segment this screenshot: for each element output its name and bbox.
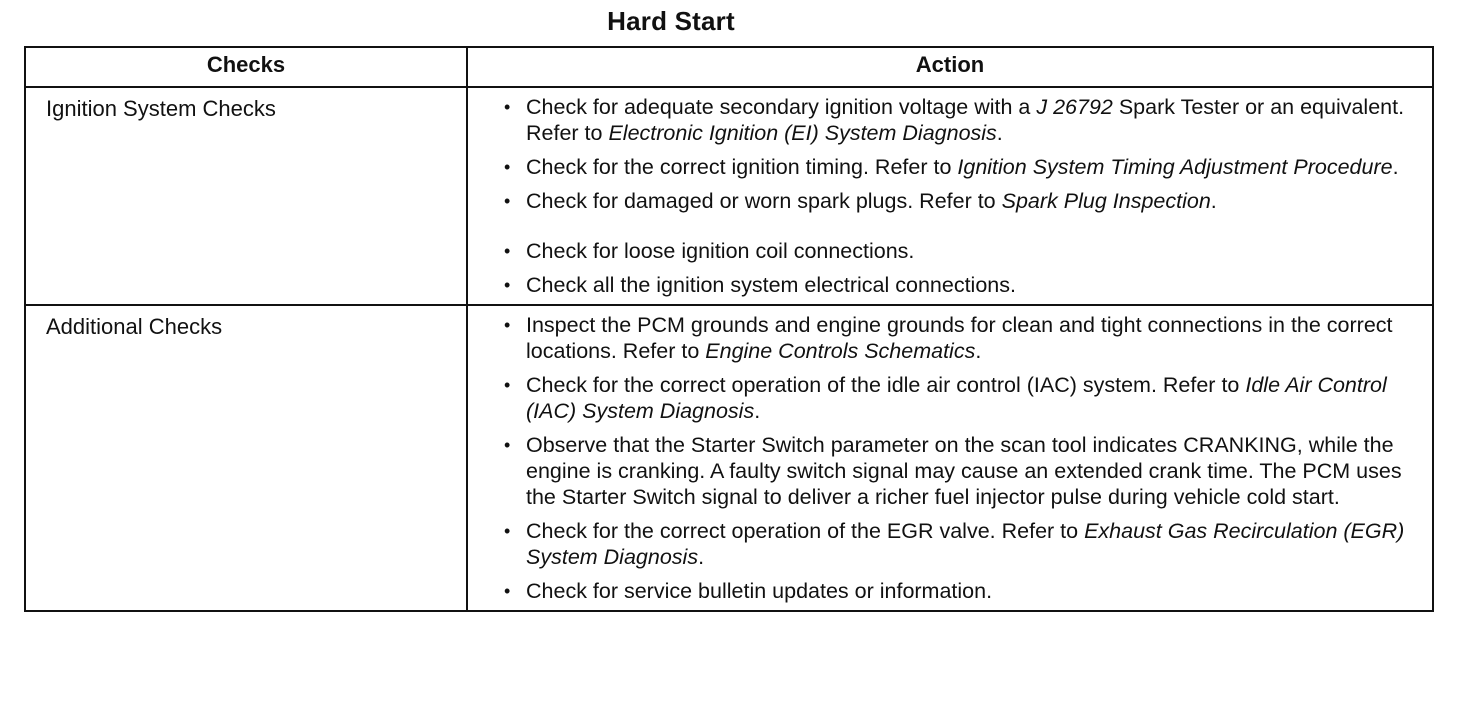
- list-item: • Check all the ignition system electrical connections.: [504, 273, 1016, 297]
- list-item: • Check for the correct operation of the idle air control (IAC) system. Refer to Idle Air Control (IAC) System Diagnosis.: [504, 373, 1387, 423]
- list-item: • Observe that the Starter Switch parameter on the scan tool indicates CRANKING, while the engine is cranking. A faulty switch signal may cause an extended crank time. The PCM uses the Starter Switch signal to deliver a richer fuel injector pulse during vehicle cold start.: [504, 433, 1402, 509]
- list-item: • Check for the correct operation of the EGR valve. Refer to Exhaust Gas Recirculation (EGR) System Diagnosis.: [504, 519, 1405, 569]
- action-list: [502, 312, 1418, 604]
- hard-start-table: [24, 46, 1434, 612]
- list-item: • Check for the correct ignition timing. Refer to Ignition System Timing Adjustment Procedure.: [504, 155, 1399, 179]
- bullet-icon: •: [504, 275, 511, 295]
- header-row: [25, 47, 1433, 87]
- list-item: • Check for adequate secondary ignition voltage with a J 26792 Spark Tester or an equivalent. Refer to Electronic Ignition (EI) System Diagnosis.: [504, 95, 1405, 145]
- list-item: • Check for damaged or worn spark plugs. Refer to Spark Plug Inspection.: [504, 189, 1217, 213]
- bullet-icon: •: [504, 191, 511, 211]
- bullet-icon: •: [504, 581, 511, 601]
- bullet-icon: •: [504, 157, 511, 177]
- bullet-icon: •: [504, 315, 511, 335]
- check-cell: Ignition System Checks: [25, 87, 467, 305]
- bullet-icon: •: [504, 435, 511, 455]
- bullet-icon: •: [504, 97, 511, 117]
- bullet-icon: •: [504, 521, 511, 541]
- action-header: Action: [467, 47, 1433, 87]
- action-list: [502, 94, 1418, 298]
- page-title: Hard Start: [607, 6, 735, 36]
- list-item: • Check for loose ignition coil connections.: [504, 239, 915, 263]
- bullet-icon: •: [504, 375, 511, 395]
- table-row: [25, 305, 1433, 611]
- action-cell: [467, 305, 1433, 611]
- bullet-icon: •: [504, 241, 511, 261]
- list-item: • Check for service bulletin updates or information.: [504, 579, 993, 603]
- action-cell: [467, 87, 1433, 305]
- list-item: • Inspect the PCM grounds and engine grounds for clean and tight connections in the correct locations. Refer to Engine Controls Schematics.: [504, 313, 1393, 363]
- table-row: [25, 87, 1433, 305]
- check-cell: Additional Checks: [25, 305, 467, 611]
- checks-header: Checks: [25, 47, 467, 87]
